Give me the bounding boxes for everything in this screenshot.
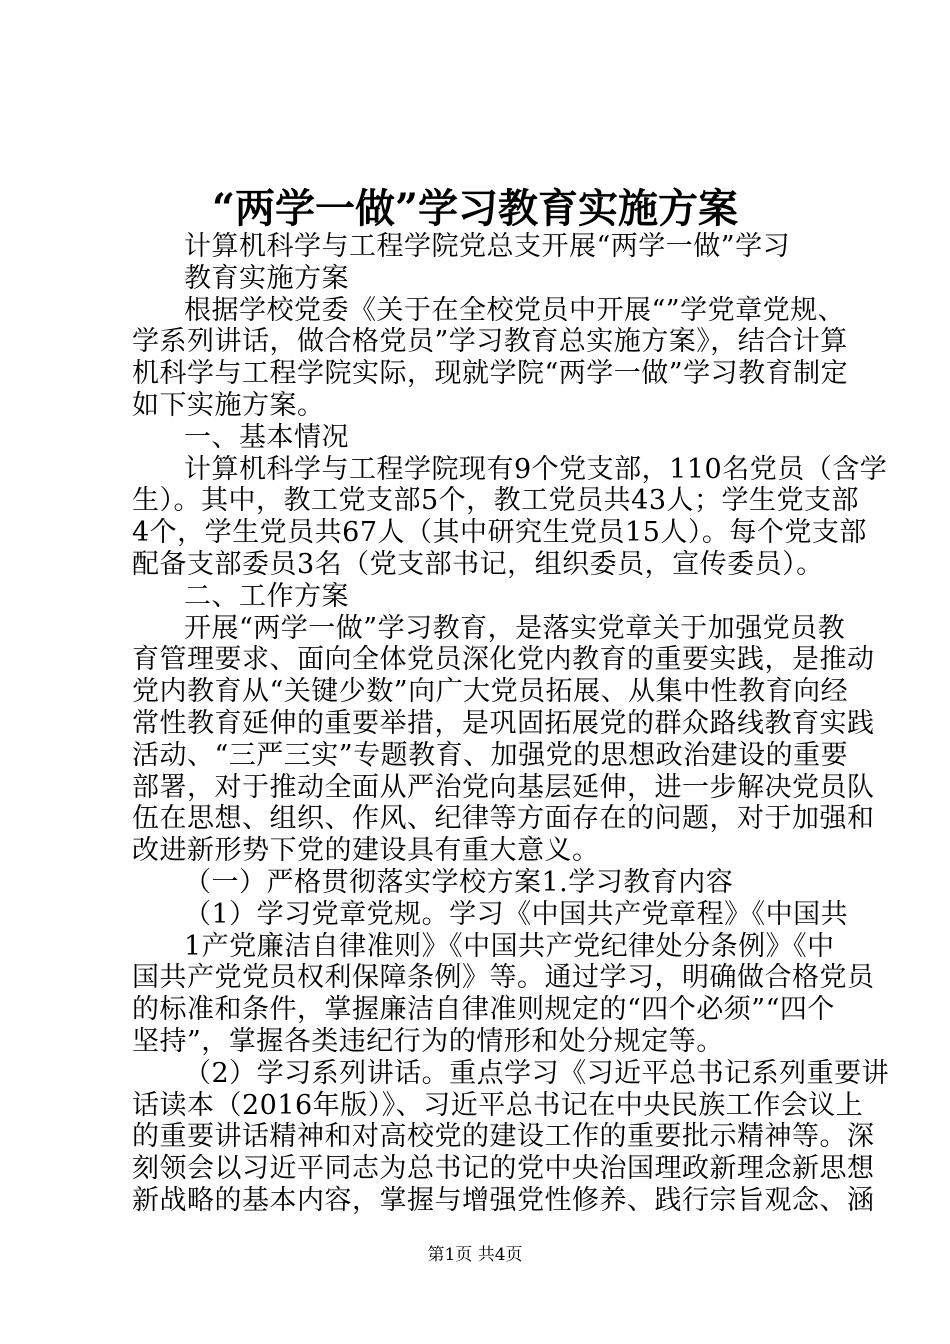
paragraph-line: 新战略的基本内容，掌握与增强党性修养、践行宗旨观念、涵 <box>132 1184 875 1216</box>
paragraph-line: 学系列讲话，做合格党员”学习教育总实施方案》，结合计算 <box>132 326 848 358</box>
paragraph-line: （1）学习党章党规。学习《中国共产党章程》《中国共 <box>184 898 849 930</box>
paragraph-line: 开展“两学一做”学习教育，是落实党章关于加强党员教 <box>184 612 846 644</box>
paragraph-line: 国共产党党员权利保障条例》等。通过学习，明确做合格党员 <box>132 962 875 994</box>
paragraph-line: 常性教育延伸的重要举措，是巩固拓展党的群众路线教育实践 <box>132 707 875 739</box>
paragraph-line: 4个，学生党员共67人（其中研究生党员15人）。每个党支部 <box>132 517 867 549</box>
subsection-heading: （一）严格贯彻落实学校方案1.学习教育内容 <box>184 866 734 898</box>
paragraph-line: 坚持”，掌握各类违纪行为的情形和处分规定等。 <box>132 1025 724 1057</box>
paragraph-line: 机科学与工程学院实际，现就学院“两学一做”学习教育制定 <box>132 358 849 390</box>
paragraph-line: 的标准和条件，掌握廉洁自律准则规定的“四个必须”“四个 <box>132 994 835 1026</box>
paragraph-line: 刻领会以习近平同志为总书记的党中央治国理政新理念新思想 <box>132 1153 875 1185</box>
paragraph-line: 如下实施方案。 <box>132 389 325 421</box>
paragraph-line: 伍在思想、组织、作风、纪律等方面存在的问题，对于加强和 <box>132 803 875 835</box>
paragraph-line: 话读本（2016年版）》、习近平总书记在中央民族工作会议上 <box>132 1089 864 1121</box>
paragraph-line: 党内教育从“关键少数”向广大党员拓展、从集中性教育向经 <box>132 676 849 708</box>
paragraph-line: 配备支部委员3名（党支部书记，组织委员，宣传委员）。 <box>132 548 824 580</box>
page-footer: 第1页 共4页 <box>427 1245 523 1265</box>
paragraph-line: （2）学习系列讲话。重点学习《习近平总书记系列重要讲 <box>184 1057 890 1089</box>
paragraph-line: 1产党廉洁自律准则》《中国共产党纪律处分条例》《中 <box>184 930 835 962</box>
subtitle-line-1: 计算机科学与工程学院党总支开展“两学一做”学习 <box>184 231 791 262</box>
paragraph-line: 计算机科学与工程学院现有9个党支部，110名党员（含学 <box>184 453 888 485</box>
section-heading-basic: 一、基本情况 <box>184 421 349 453</box>
paragraph-line: 改进新形势下党的建设具有重大意义。 <box>132 835 600 867</box>
document-body <box>132 231 890 1217</box>
paragraph-line: 生）。其中，教工党支部5个，教工党员共43人；学生党支部 <box>132 485 860 517</box>
paragraph-line: 活动、“三严三实”专题教育、加强党的思想政治建设的重要 <box>132 739 849 771</box>
document-title: “两学一做”学习教育实施方案 <box>211 185 738 232</box>
paragraph-line: 根据学校党委《关于在全校党员中开展“”学党章党规、 <box>184 294 846 326</box>
section-heading-plan: 二、工作方案 <box>184 580 349 612</box>
paragraph-line: 育管理要求、面向全体党员深化党内教育的重要实践，是推动 <box>132 644 875 676</box>
paragraph-line: 的重要讲话精神和对高校党的建设工作的重要批示精神等。深 <box>132 1121 875 1153</box>
paragraph-line: 部署，对于推动全面从严治党向基层延伸，进一步解决党员队 <box>132 771 875 803</box>
subtitle-line-2: 教育实施方案 <box>184 262 349 294</box>
